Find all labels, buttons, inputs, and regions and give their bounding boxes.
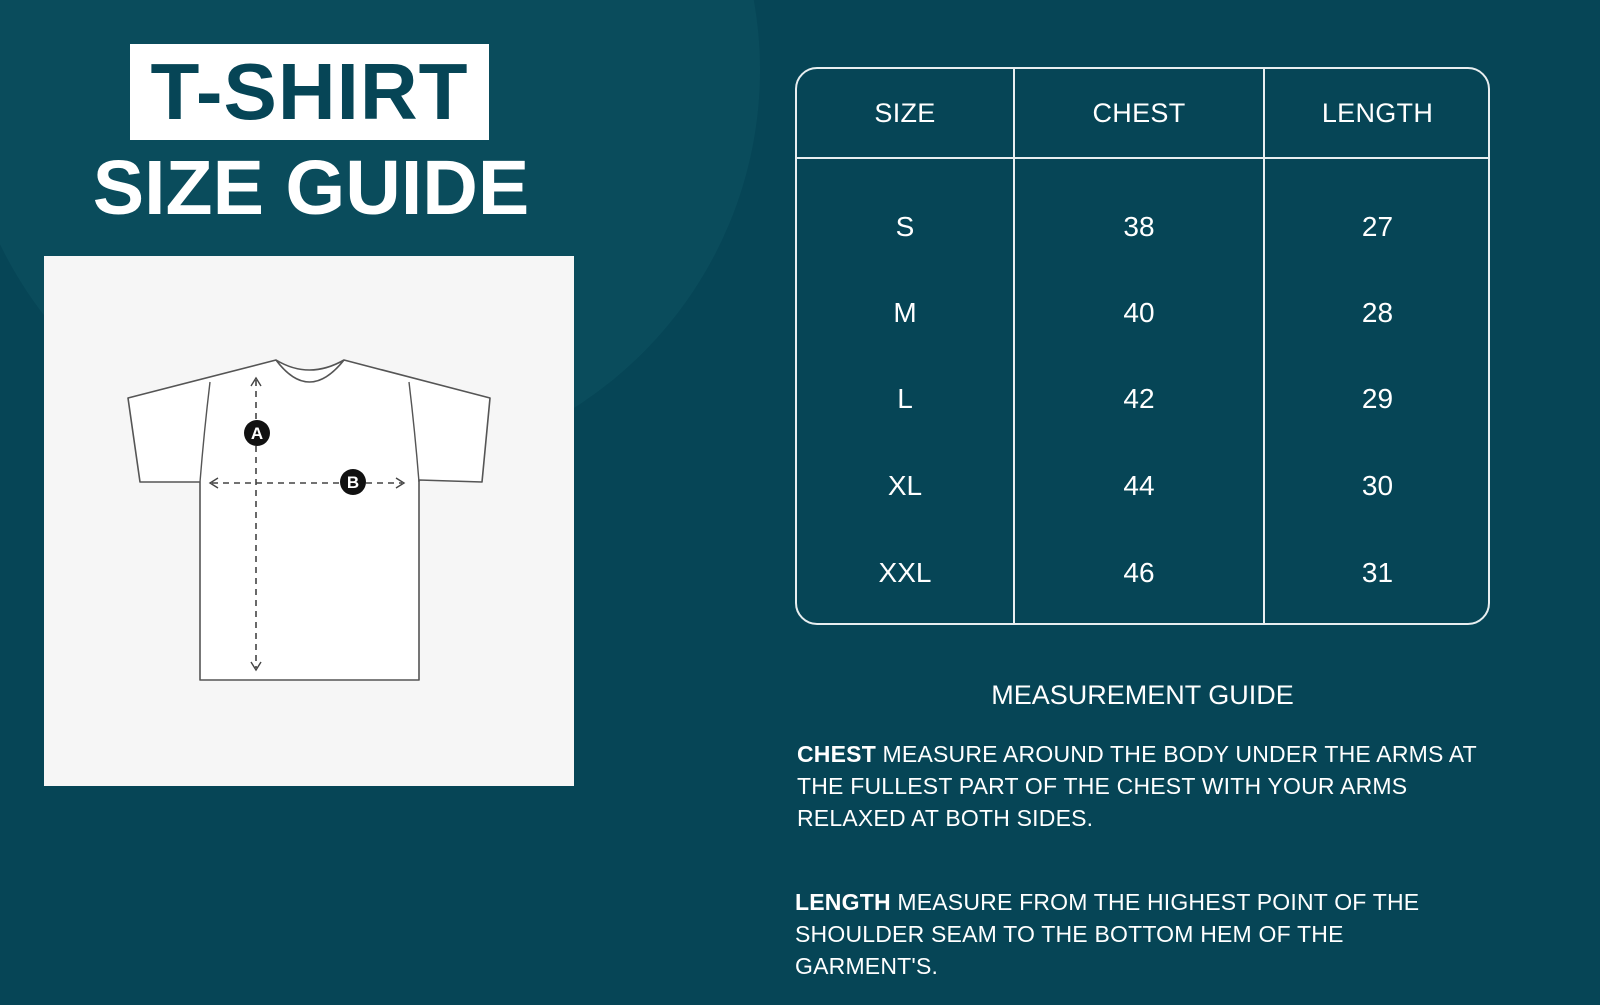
measurement-guide-title: MEASUREMENT GUIDE bbox=[991, 680, 1294, 710]
tshirt-diagram-panel bbox=[44, 256, 574, 786]
table-cell-chest: 44 bbox=[1123, 470, 1155, 501]
table-cell-chest: 46 bbox=[1123, 557, 1155, 588]
table-cell-length: 28 bbox=[1361, 297, 1394, 328]
size-table bbox=[795, 67, 1490, 625]
page-title-line2: SIZE GUIDE bbox=[92, 145, 530, 231]
table-cell-chest: 40 bbox=[1123, 297, 1155, 328]
marker-b-icon bbox=[340, 469, 366, 495]
page-title-line1: T-SHIRT bbox=[150, 47, 469, 136]
marker-b-label: B bbox=[346, 473, 360, 492]
length-guide-description: MEASURE FROM THE HIGHEST POINT OF THE SHOULDER SEAM TO THE BOTTOM HEM OF THE GARMENT'S. bbox=[795, 889, 1420, 979]
marker-a-label: A bbox=[250, 424, 264, 443]
chest-guide-term: CHEST bbox=[797, 741, 876, 767]
header-length: LENGTH bbox=[1321, 98, 1434, 128]
table-cell-chest: 42 bbox=[1123, 383, 1155, 414]
table-cell-length: 30 bbox=[1361, 470, 1394, 501]
header-divider bbox=[797, 157, 1488, 159]
header-size: SIZE bbox=[874, 98, 936, 128]
column-divider bbox=[1013, 69, 1015, 623]
title-box bbox=[130, 44, 489, 140]
table-cell-size: M bbox=[893, 297, 917, 328]
table-cell-length: 29 bbox=[1361, 383, 1394, 414]
table-cell-size: S bbox=[895, 211, 915, 242]
table-cell-length: 31 bbox=[1361, 557, 1394, 588]
table-cell-size: XL bbox=[887, 470, 923, 501]
length-guide-term: LENGTH bbox=[795, 889, 891, 915]
chest-guide-description: MEASURE AROUND THE BODY UNDER THE ARMS AT THE FULLEST PART OF THE CHEST WITH YOUR ARMS RELAXED AT BOTH SIDES. bbox=[797, 741, 1477, 831]
table-cell-length: 27 bbox=[1361, 211, 1394, 242]
column-divider bbox=[1263, 69, 1265, 623]
marker-a-icon bbox=[244, 420, 270, 446]
table-cell-size: L bbox=[897, 383, 913, 414]
tshirt-outline-icon bbox=[128, 360, 490, 680]
header-chest: CHEST bbox=[1092, 98, 1186, 128]
table-cell-chest: 38 bbox=[1123, 211, 1155, 242]
chest-guide-text bbox=[797, 738, 1497, 834]
table-cell-size: XXL bbox=[878, 557, 932, 588]
length-guide-text bbox=[795, 886, 1485, 982]
tshirt-diagram bbox=[44, 256, 574, 786]
